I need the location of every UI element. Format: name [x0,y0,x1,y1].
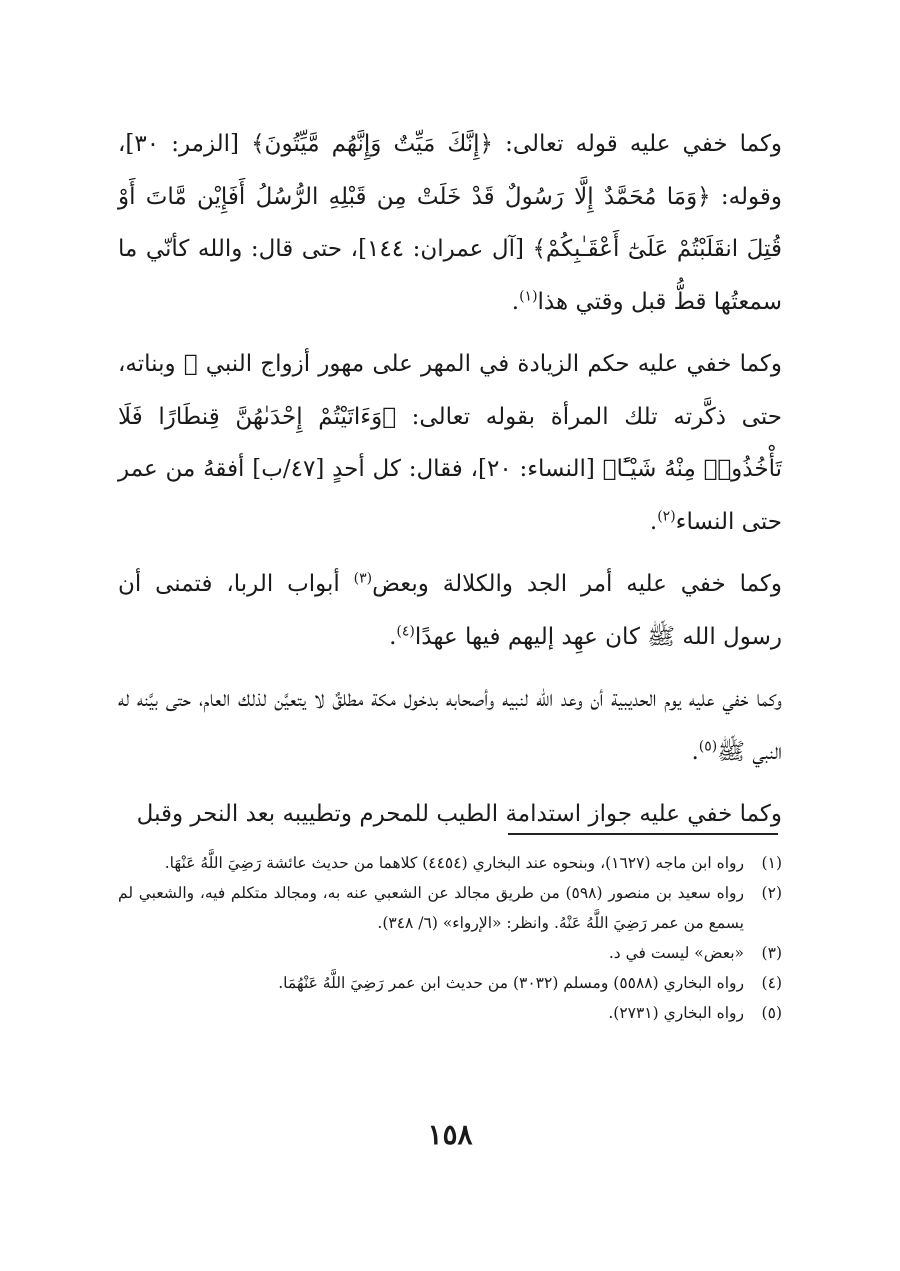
footnote-item [118,998,782,1028]
paragraph-text: وكما خفي عليه حكم الزيادة في المهر على مهور أزواج النبي ﷺ وبناته، حتى ذكَّرته تلك المرأة بقوله تعالى: ﴿وَءَاتَيْتُمْ إِحْدَىٰهُنَّ قِنطَارًا فَلَا تَأْخُذُوا۟ مِنْهُ شَيْـًٔا﴾ [النساء: ٢٠]، فقال: كل أحدٍ [٤٧/ب] أفقهُ من عمر حتى النساء [118,351,782,535]
main-text [118,118,782,851]
footnote-ref[interactable]: (٥) [698,737,718,754]
paragraph-text: وكما خفي عليه جواز استدامة الطيب للمحرم وتطييبه بعد النحر وقبل [136,801,782,827]
footnote-item [118,938,782,968]
paragraph-text: أبواب الربا، فتمنى أن رسول الله ﷺ كان عهِد إليهم فيها عهدًا [118,571,782,650]
footnote-ref[interactable]: (٤) [396,622,415,639]
footnote-item [118,878,782,938]
page-number: ١٥٨ [427,1118,473,1151]
footnote-item [118,848,782,878]
footnotes [118,848,782,1028]
footnote-text: «بعض» ليست في د. [608,944,744,962]
footnote-number: (١) [761,854,782,872]
footnote-text: رواه البخاري (٢٧٣١). [608,1004,744,1022]
paragraph-text: وكما خفي عليه أمر الجد والكلالة وبعض [372,571,782,597]
paragraph-3: وكما خفي عليه أمر الجد والكلالة وبعض$^{(٣)}$ أبواب الربا، فتمنى أن رسول الله ﷺ كان عهِد إليهم فيها عهدًا$^{(٤)}$. [118,570,782,650]
footnote-ref[interactable]: (١) [519,287,538,304]
footnote-number: (٣) [761,944,782,962]
paragraph-2: وكما خفي عليه حكم الزيادة في المهر على مهور أزواج النبي ﷺ وبناته، حتى ذكَّرته تلك المرأة بقوله تعالى: ﴿وَءَاتَيْتُمْ إِحْدَىٰهُنَّ قِنطَارًا فَلَا تَأْخُذُوا۟ مِنْهُ شَيْـًٔا﴾ [النساء: ٢٠]، فقال: كل أحدٍ [٤٧/ب] أفقهُ من عمر حتى النساء$^{(٢)}$. [118,351,782,535]
footnote-text: رواه البخاري (٥٥٨٨) ومسلم (٣٠٣٢) من حديث ابن عمر رَضِيَ اللَّهُ عَنْهُمَا. [278,974,744,992]
footnote-divider [508,833,778,835]
footnote-ref[interactable]: (٢) [657,507,676,524]
paragraph-text: وكما خفي عليه يوم الحديبية أن وعد الله لنبيه وأصحابه بدخول مكة مطلقٌ لا يتعيَّن لذلك العام، حتى بيَّنه له النبي ﷺ [118,686,782,765]
paragraph-1: وكما خفي عليه قوله تعالى: ﴿إِنَّكَ مَيِّتٌ وَإِنَّهُم مَّيِّتُونَ﴾ [الزمر: ٣٠]، وقوله: ﴿وَمَا مُحَمَّدٌ إِلَّا رَسُولٌ قَدْ خَلَتْ مِن قَبْلِهِ الرُّسُلُ أَفَإِيْن مَّاتَ أَوْ قُتِلَ انقَلَبْتُمْ عَلَىٰٓ أَعْقَـٰبِكُمْ﴾ [آل عمران: ١٤٤]، حتى قال: والله كأنّي ما سمعتُها قطُّ قبل وقتي هذا$^{(١)}$. [118,131,782,315]
footnote-text: رواه سعيد بن منصور (٥٩٨) من طريق مجالد عن الشعبي عنه به، ومجالد متكلم فيه، والشعبي لم يسمع من عمر رَضِيَ اللَّهُ عَنْهُ. وانظر: «الإرواء» (٦/ ٣٤٨). [118,884,744,932]
footnote-item [118,968,782,998]
footnote-number: (٢) [761,884,782,902]
footnote-number: (٥) [761,1004,782,1022]
paragraph-4: وكما خفي عليه يوم الحديبية أن وعد الله لنبيه وأصحابه بدخول مكة مطلقٌ لا يتعيَّن لذلك العام، حتى بيَّنه له النبي ﷺ$^{(٥)}$. [118,686,782,765]
footnote-text: رواه ابن ماجه (١٦٢٧)، وبنحوه عند البخاري (٤٤٥٤) كلاهما من حديث عائشة رَضِيَ اللَّهُ عَنْهَا. [164,854,744,872]
footnote-ref[interactable]: (٣) [353,570,373,587]
paragraph-text: وكما خفي عليه قوله تعالى: ﴿إِنَّكَ مَيِّتٌ وَإِنَّهُم مَّيِّتُونَ﴾ [الزمر: ٣٠]، وقوله: ﴿وَمَا مُحَمَّدٌ إِلَّا رَسُولٌ قَدْ خَلَتْ مِن قَبْلِهِ الرُّسُلُ أَفَإِيْن مَّاتَ أَوْ قُتِلَ انقَلَبْتُمْ عَلَىٰٓ أَعْقَـٰبِكُمْ﴾ [آل عمران: ١٤٤]، حتى قال: والله كأنّي ما سمعتُها قطُّ قبل وقتي هذا [118,131,782,315]
footnote-number: (٤) [761,974,782,992]
